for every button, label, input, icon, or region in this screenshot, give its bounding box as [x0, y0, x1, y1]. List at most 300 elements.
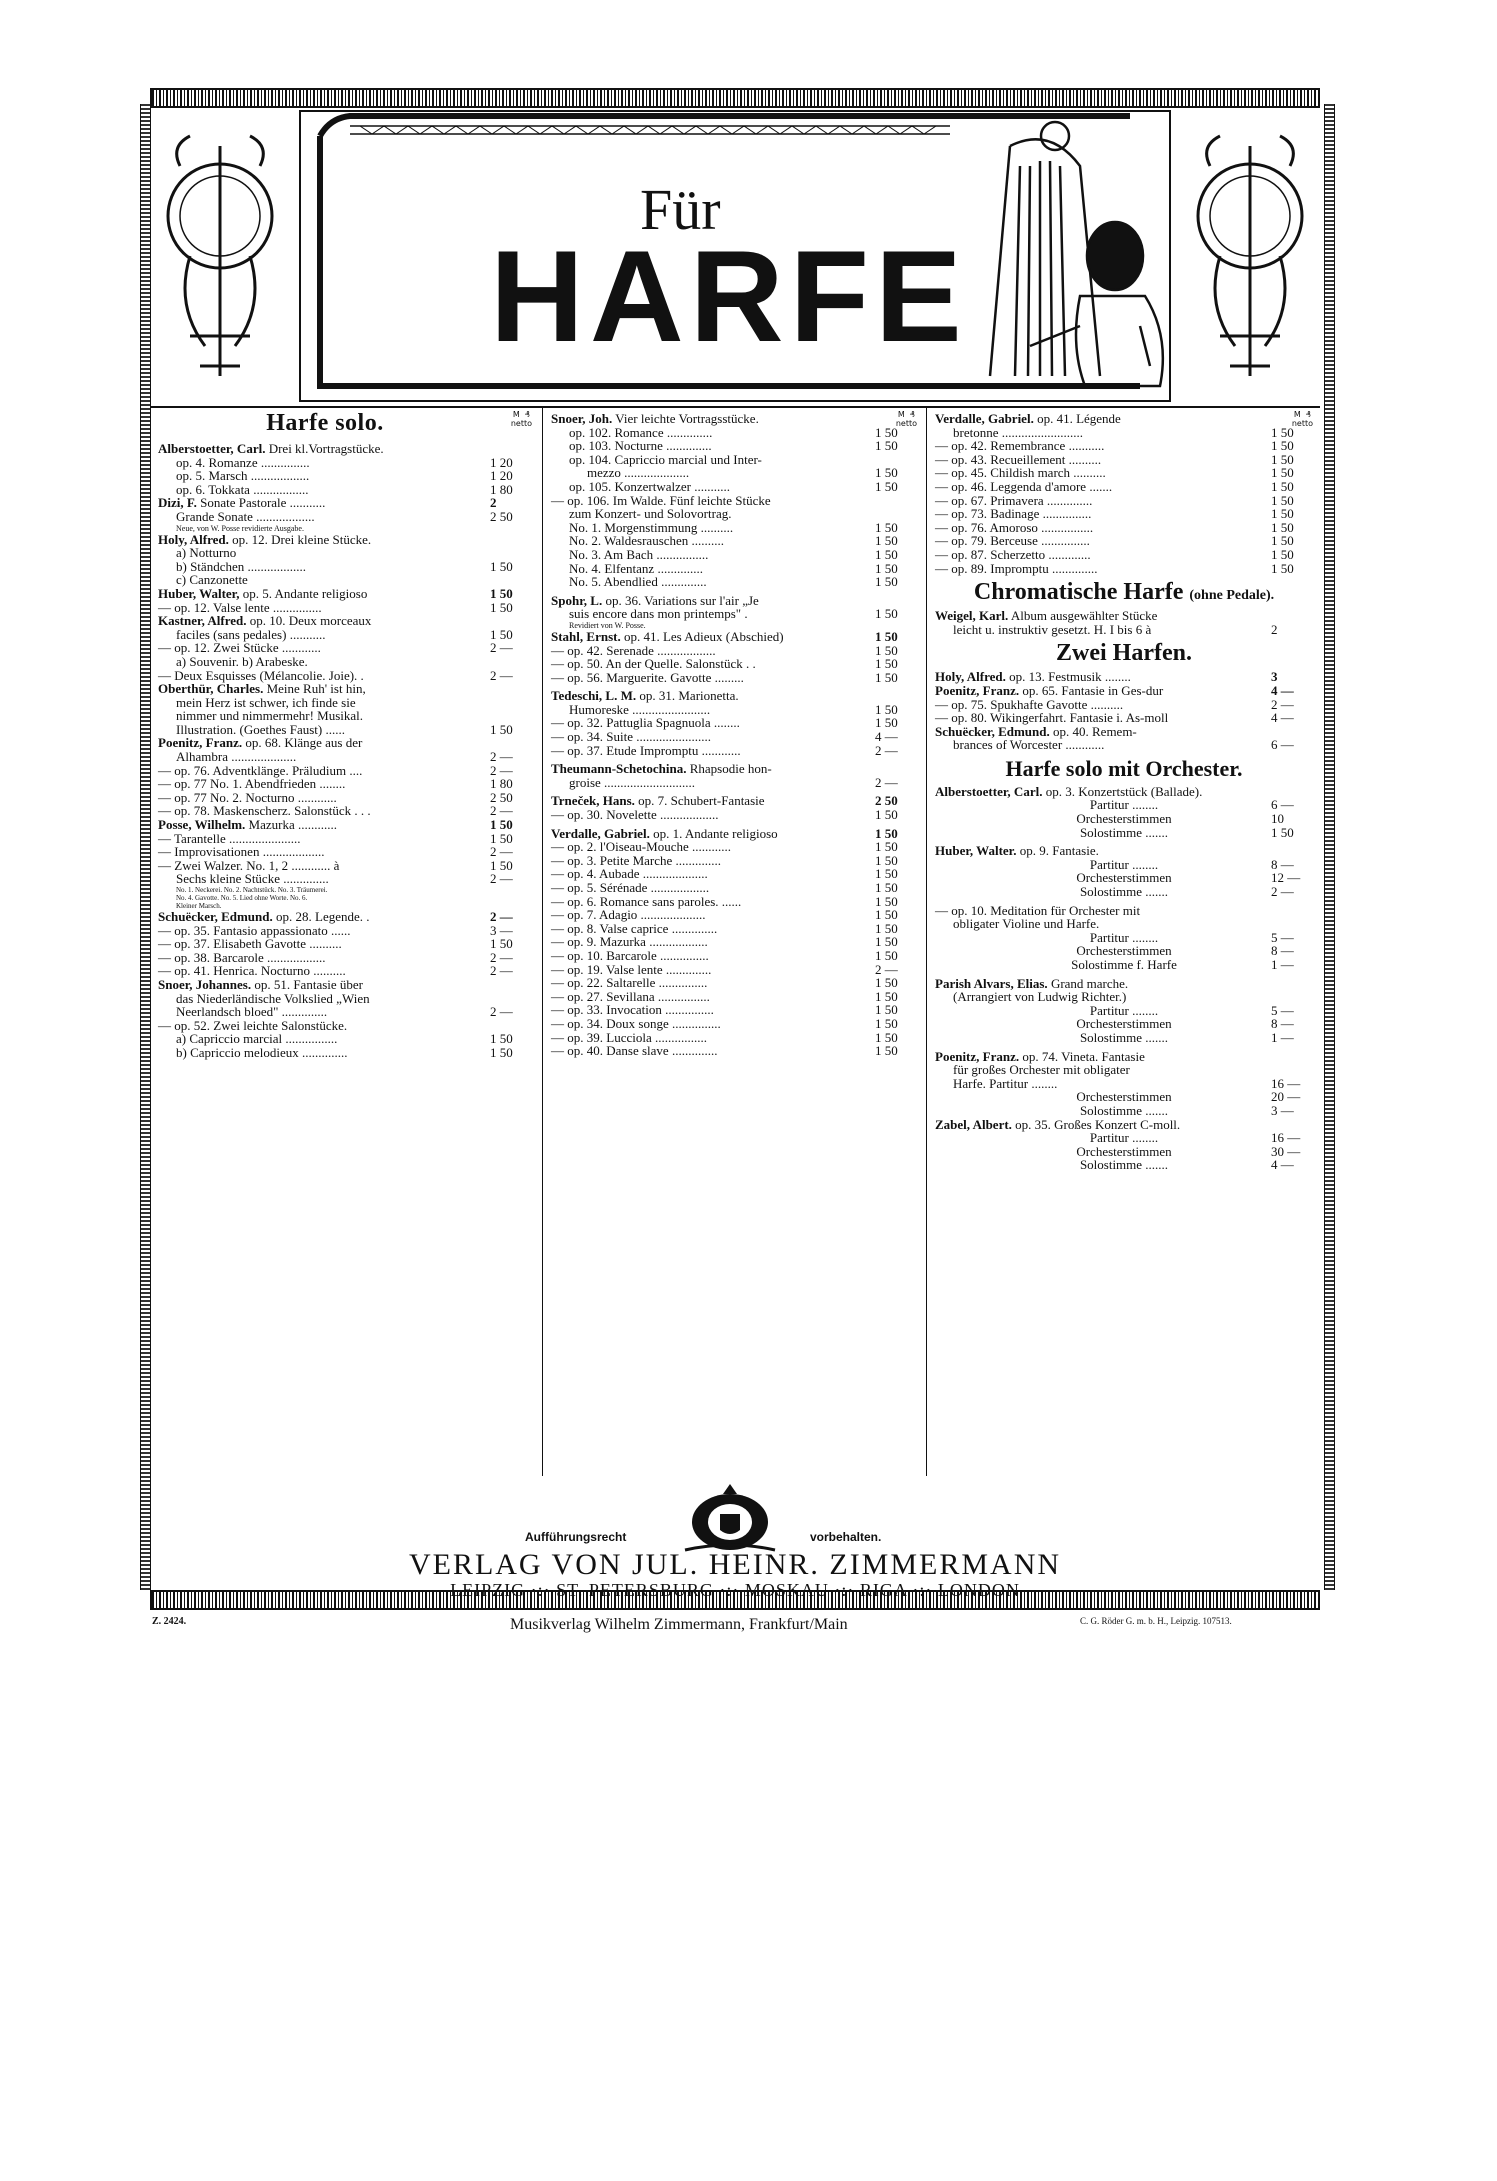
- price: 2 —: [1271, 884, 1294, 900]
- entry-text: Orchesterstimmen: [1076, 1143, 1172, 1159]
- catalog-entry: [927, 562, 1321, 576]
- entry-text: — Zwei Walzer. No. 1, 2 ............ à: [158, 857, 340, 873]
- catalog-entry: [927, 858, 1321, 872]
- entry-text: No. 1. Morgenstimmung ..........: [569, 519, 734, 535]
- entry-text: Zabel, Albert.: [935, 1116, 1012, 1132]
- title-fur: Für: [640, 177, 721, 242]
- entry-text: — op. 12. Valse lente ...............: [158, 599, 322, 615]
- entry-text: — op. 43. Recueillement ..........: [935, 451, 1102, 467]
- catalog-entry: [543, 1031, 925, 1045]
- entry-text: — op. 39. Lucciola ................: [551, 1029, 707, 1045]
- composer-entry: [927, 844, 1321, 858]
- price: 2 —: [490, 640, 513, 656]
- price: 30 —: [1271, 1143, 1301, 1159]
- price: 2 —: [875, 742, 898, 758]
- entry-text: Alberstoetter, Carl.: [935, 783, 1043, 799]
- entry-text: No. 1. Neckerei. No. 2. Nachtstück. No. 3. Träumerei.: [176, 886, 328, 894]
- catalog-entry: [543, 949, 925, 963]
- column-harfe-solo: [150, 408, 540, 1476]
- catalog-entry: [927, 1158, 1321, 1172]
- entry-text: mezzo ....................: [587, 465, 690, 481]
- price: 2 —: [875, 961, 898, 977]
- composer-entry: [543, 794, 925, 808]
- entry-text: Partitur ........: [1089, 797, 1159, 813]
- entry-description: op. 51. Fantasie über: [251, 976, 363, 992]
- entry-text: — op. 30. Novelette ..................: [551, 807, 719, 823]
- catalog-entry: [150, 1046, 540, 1060]
- entry-text: obligater Violine und Harfe.: [953, 916, 1100, 932]
- price: 8 —: [1271, 856, 1294, 872]
- catalog-entry: [927, 1090, 1321, 1104]
- entry-text: op. 5. Marsch ..................: [176, 468, 310, 484]
- catalog-entry: [543, 854, 925, 868]
- price: 1 50: [490, 857, 513, 873]
- catalog-entry: [927, 466, 1321, 480]
- catalog-entry: [543, 881, 925, 895]
- catalog-entry: [543, 990, 925, 1004]
- catalog-entry: [543, 507, 925, 521]
- composer-entry: [927, 609, 1321, 623]
- crest-emblem: [675, 1480, 785, 1554]
- price: 1 50: [1271, 465, 1294, 481]
- price: 1 50: [1271, 546, 1294, 562]
- price: 1 50: [1271, 478, 1294, 494]
- entry-text: das Niederländische Volkslied „Wien: [176, 990, 370, 1006]
- catalog-entry: [927, 990, 1321, 1004]
- price: 1 50: [875, 715, 898, 731]
- catalog-entry: [543, 426, 925, 440]
- entry-text: — op. 34. Suite .......................: [551, 729, 711, 745]
- entry-text: — op. 37. Elisabeth Gavotte ..........: [158, 936, 342, 952]
- catalog-entry: [543, 494, 925, 508]
- composer-entry: [150, 496, 540, 510]
- catalog-entry: [927, 623, 1321, 637]
- catalog-entry: [150, 951, 540, 965]
- entry-description: op. 7. Schubert-Fantasie: [634, 793, 765, 809]
- entry-text: groise ............................: [569, 774, 696, 790]
- entry-text: leicht u. instruktiv gesetzt. H. I bis 6 à: [953, 621, 1152, 637]
- entry-list: [927, 609, 1321, 636]
- price: 2 —: [490, 949, 513, 965]
- price: 1 50: [875, 1002, 898, 1018]
- entry-text: Snoer, Joh.: [551, 411, 613, 426]
- catalog-entry: [927, 698, 1321, 712]
- catalog-entry: [543, 1017, 925, 1031]
- catalog-entry: [150, 832, 540, 846]
- catalog-entry: [543, 895, 925, 909]
- entry-text: op. 103. Nocturne ..............: [569, 438, 712, 454]
- catalog-entry: [150, 1032, 540, 1046]
- entry-list: [543, 412, 925, 1058]
- entry-text: Parish Alvars, Elias.: [935, 975, 1048, 991]
- entry-text: Snoer, Johannes.: [158, 976, 252, 992]
- entry-description: op. 9. Fantasie.: [1016, 843, 1099, 859]
- price: 2 —: [490, 803, 513, 819]
- catalog-page: [150, 88, 1320, 1633]
- composer-entry: [543, 827, 925, 841]
- entry-text: Partitur ........: [1089, 1130, 1159, 1146]
- catalog-entry: [927, 958, 1321, 972]
- entry-text: — Improvisationen ...................: [158, 844, 325, 860]
- section-title-orchester: Harfe solo mit Orchester.: [1005, 755, 1243, 781]
- entry-text: Holy, Alfred.: [158, 531, 229, 547]
- price: 1 50: [1271, 438, 1294, 454]
- entry-text: — op. 77 No. 2. Nocturno ............: [158, 789, 337, 805]
- price: 8 —: [1271, 1016, 1294, 1032]
- catalog-entry: [150, 641, 540, 655]
- harpist-figure: [990, 122, 1163, 386]
- catalog-entry: [543, 703, 925, 717]
- price: 1 50: [490, 817, 513, 833]
- entry-text: — Deux Esquisses (Mélancolie. Joie). .: [158, 667, 364, 683]
- price: 1 50: [875, 656, 898, 672]
- catalog-entry: [150, 992, 540, 1006]
- composer-entry: [927, 684, 1321, 698]
- top-decorative-strip: [150, 88, 1320, 108]
- entry-text: — op. 89. Impromptu ..............: [935, 560, 1098, 576]
- entry-text: No. 4. Gavotte. No. 5. Lied ohne Worte. No. 6.: [176, 894, 308, 902]
- entry-description: op. 41. Les Adieux (Abschied): [620, 628, 784, 644]
- entry-text: — op. 45. Childish march ..........: [935, 465, 1106, 481]
- entry-text: Alberstoetter, Carl.: [158, 441, 266, 456]
- catalog-entry: [150, 655, 540, 669]
- catalog-entry: [150, 456, 540, 470]
- catalog-entry: [150, 859, 540, 873]
- entry-text: Kastner, Alfred.: [158, 613, 247, 629]
- entry-text: — op. 19. Valse lente ..............: [551, 961, 712, 977]
- catalog-entry: [543, 607, 925, 621]
- entry-text: — op. 77 No. 1. Abendfrieden ........: [158, 776, 346, 792]
- catalog-entry: [927, 521, 1321, 535]
- catalog-entry: [927, 1145, 1321, 1159]
- entry-description: op. 65. Fantasie in Ges-dur: [1019, 682, 1164, 698]
- price: 16 —: [1271, 1130, 1301, 1146]
- entry-text: No. 5. Abendlied ..............: [569, 574, 707, 590]
- price: 1 50: [875, 574, 898, 590]
- entry-text: Humoreske ........................: [569, 701, 711, 717]
- price: 2 50: [875, 793, 898, 809]
- entry-description: op. 3. Konzertstück (Ballade).: [1042, 783, 1203, 799]
- entry-text: Stahl, Ernst.: [551, 628, 621, 644]
- entry-text: b) Capriccio melodieux ..............: [176, 1044, 348, 1060]
- catalog-entry: [543, 963, 925, 977]
- catalog-entry: [927, 917, 1321, 931]
- catalog-entry: [543, 1044, 925, 1058]
- entry-text: — op. 7. Adagio ....................: [551, 907, 706, 923]
- entry-text: mein Herz ist schwer, ich finde sie: [176, 694, 356, 710]
- catalog-entry: [543, 439, 925, 453]
- catalog-entry: [927, 798, 1321, 812]
- price: 3: [1271, 669, 1278, 685]
- price: 1 50: [875, 519, 898, 535]
- left-lyre-ornament: [168, 136, 272, 376]
- section-title-text: Chromatische Harfe: [973, 579, 1184, 606]
- catalog-entry: [543, 671, 925, 685]
- price: 1 50: [875, 920, 898, 936]
- entry-description: Rhapsodie hon-: [686, 761, 772, 777]
- entry-description: op. 1. Andante religioso: [649, 825, 778, 841]
- entry-text: — op. 5. Sérénade ..................: [551, 880, 710, 895]
- catalog-entry: [543, 935, 925, 949]
- price: 2 —: [490, 871, 513, 887]
- composer-entry: [927, 977, 1321, 991]
- catalog-entry: [927, 885, 1321, 899]
- catalog-entry: [927, 931, 1321, 945]
- entry-text: — op. 12. Zwei Stücke ............: [158, 640, 321, 656]
- entry-description: op. 12. Drei kleine Stücke.: [228, 531, 372, 547]
- price: 1 50: [490, 1031, 513, 1047]
- price: 1 50: [875, 438, 898, 454]
- price: 1 50: [490, 558, 513, 574]
- price: 2 50: [490, 789, 513, 805]
- section-title-harfe-solo: Harfe solo.: [266, 410, 384, 436]
- entry-text: zum Konzert- und Solovortrag.: [569, 506, 732, 522]
- entry-text: Verdalle, Gabriel.: [551, 825, 650, 841]
- composer-entry: [927, 725, 1321, 739]
- entry-text: Orchesterstimmen: [1076, 1016, 1172, 1032]
- catalog-entry: [150, 628, 540, 642]
- entry-text: — op. 73. Badinage ...............: [935, 506, 1092, 522]
- price: 1 50: [1271, 519, 1294, 535]
- catalog-entry: [927, 507, 1321, 521]
- composer-entry: [150, 818, 540, 832]
- entry-description: Album ausgewählter Stücke: [1008, 608, 1158, 624]
- entry-text: — op. 79. Berceuse ...............: [935, 533, 1090, 549]
- catalog-entry: [927, 1077, 1321, 1091]
- entry-text: Revidiert von W. Posse.: [569, 620, 646, 630]
- entry-text: Grande Sonate ..................: [176, 508, 315, 524]
- section-title-zwei-harfen: Zwei Harfen.: [1056, 640, 1192, 667]
- entry-text: — op. 9. Mazurka ..................: [551, 934, 708, 950]
- catalog-entry: [927, 439, 1321, 453]
- entry-text: — op. 75. Spukhafte Gavotte ..........: [935, 696, 1124, 712]
- catalog-entry: [543, 867, 925, 881]
- catalog-entry: [543, 534, 925, 548]
- entry-text: op. 6. Tokkata .................: [176, 481, 309, 497]
- catalog-entry: [927, 548, 1321, 562]
- entry-text: — op. 76. Adventklänge. Präludium ....: [158, 762, 363, 778]
- price: 1 20: [490, 468, 513, 484]
- entry-text: — op. 2. l'Oiseau-Mouche ............: [551, 839, 731, 855]
- price: 1 80: [490, 776, 513, 792]
- catalog-entry: [927, 1063, 1321, 1077]
- catalog-entry: [543, 716, 925, 730]
- price: 2 50: [490, 508, 513, 524]
- price: 1 50: [875, 934, 898, 950]
- price: 1 50: [1271, 451, 1294, 467]
- price: 2 —: [875, 774, 898, 790]
- price: 4 —: [1271, 710, 1294, 726]
- entry-text: — op. 34. Doux songe ...............: [551, 1015, 721, 1031]
- price: 2 —: [490, 667, 513, 683]
- composer-entry: [927, 670, 1321, 684]
- price: 1 50: [490, 585, 513, 601]
- price: 1 50: [875, 560, 898, 576]
- catalog-entry: [150, 845, 540, 859]
- entry-text: — op. 46. Leggenda d'amore .......: [935, 478, 1113, 494]
- composer-entry: [927, 1118, 1321, 1132]
- price: 1 50: [875, 852, 898, 868]
- catalog-entry: [150, 560, 540, 574]
- catalog-entry: [150, 669, 540, 683]
- price: 2: [490, 495, 497, 511]
- entry-text: a) Capriccio marcial ................: [176, 1031, 338, 1047]
- entry-text: Orchesterstimmen: [1076, 1089, 1172, 1105]
- price: 3 —: [1271, 1102, 1294, 1118]
- entry-text: Solostimme .......: [1079, 884, 1169, 900]
- entry-text: op. 4. Romanze ...............: [176, 454, 310, 470]
- catalog-entry: [150, 1019, 540, 1033]
- catalog-entry: [927, 944, 1321, 958]
- price: 1 50: [875, 825, 898, 841]
- entry-text: Partitur ........: [1089, 856, 1159, 872]
- column-header: [150, 408, 540, 442]
- entry-text: — op. 8. Valse caprice ..............: [551, 920, 718, 936]
- catalog-entry: [543, 521, 925, 535]
- entry-text: — op. 4. Aubade ....................: [551, 866, 708, 882]
- catalog-entry: [543, 575, 925, 589]
- price: 1 50: [875, 988, 898, 1004]
- price: 5 —: [1271, 1002, 1294, 1018]
- price: 1 50: [490, 721, 513, 737]
- price: 2 —: [490, 749, 513, 765]
- entry-text: Partitur ........: [1089, 929, 1159, 945]
- entry-description: op. 40. Remem-: [1049, 723, 1137, 739]
- price: 1 50: [490, 599, 513, 615]
- price: 1 50: [490, 936, 513, 952]
- title-harfe: HARFE: [490, 223, 968, 369]
- catalog-entry: [543, 776, 925, 790]
- entry-text: suis encore dans mon printemps" .: [569, 606, 748, 622]
- entry-description: op. 28. Legende. .: [272, 909, 370, 924]
- price: 1 50: [875, 465, 898, 481]
- price: 10: [1271, 811, 1284, 827]
- catalog-entry: [150, 924, 540, 938]
- entry-text: — op. 37. Etude Impromptu ............: [551, 742, 741, 758]
- price: 5 —: [1271, 929, 1294, 945]
- price: 1 50: [875, 701, 898, 717]
- entry-description: Meine Ruh' ist hin,: [263, 681, 366, 697]
- entry-text: Dizi, F.: [158, 495, 197, 511]
- entry-text: Posse, Wilhelm.: [158, 817, 246, 833]
- entry-text: faciles (sans pedales) ...........: [176, 626, 326, 642]
- entry-text: No. 2. Waldesrauschen ..........: [569, 533, 725, 549]
- entry-text: — op. 33. Invocation ...............: [551, 1002, 714, 1018]
- entry-description: Drei kl.Vortragstücke.: [265, 441, 384, 456]
- catalog-entry: [150, 510, 540, 524]
- entry-text: — op. 6. Romance sans paroles. ......: [551, 893, 742, 909]
- composer-entry: [543, 762, 925, 776]
- entry-text: Neerlandsch bloed" ..............: [176, 1004, 328, 1020]
- catalog-entry: [150, 469, 540, 483]
- catalog-entry: [927, 1004, 1321, 1018]
- catalog-entry: [927, 453, 1321, 467]
- entry-text: Poenitz, Franz.: [935, 682, 1020, 698]
- entry-text: — op. 80. Wikingerfahrt. Fantasie i. As-moll: [935, 710, 1169, 726]
- catalog-entry: [927, 826, 1321, 840]
- entry-text: — Tarantelle ......................: [158, 830, 301, 846]
- entry-text: — op. 10. Barcarole ...............: [551, 947, 709, 963]
- entry-text: — op. 32. Pattuglia Spagnuola ........: [551, 715, 740, 731]
- catalog-entry: [543, 1003, 925, 1017]
- composer-entry: [927, 412, 1321, 426]
- publisher-footer: [150, 1480, 1320, 1588]
- catalog-entry: [927, 871, 1321, 885]
- entry-description: Mazurka ............: [245, 817, 337, 833]
- price: 1 50: [875, 533, 898, 549]
- price-unit-label: M ₰ netto: [510, 410, 532, 428]
- entry-text: — op. 56. Marguerite. Gavotte .........: [551, 669, 744, 685]
- catalog-entry: [150, 964, 540, 978]
- catalog-entry: [543, 562, 925, 576]
- catalog-entry: [150, 1005, 540, 1019]
- catalog-entry: [150, 601, 540, 615]
- entry-text: Solostimme .......: [1079, 824, 1169, 840]
- price: 1 50: [875, 424, 898, 440]
- title-illustration: [150, 106, 1320, 408]
- catalog-entry: [150, 546, 540, 560]
- entry-text: Trneček, Hans.: [551, 793, 635, 809]
- entry-text: Harfe. Partitur ........: [953, 1075, 1058, 1091]
- price: 1 50: [490, 830, 513, 846]
- price: 1 50: [490, 626, 513, 642]
- composer-entry: [150, 442, 540, 456]
- section-subtitle: (ohne Pedale).: [1189, 588, 1275, 604]
- entry-text: — op. 41. Henrica. Nocturno ..........: [158, 963, 346, 979]
- catalog-entry: [543, 840, 925, 854]
- catalog-entry: [543, 657, 925, 671]
- publisher-name: VERLAG VON JUL. HEINR. ZIMMERMANN: [408, 1548, 1062, 1581]
- entry-text: a) Notturno: [176, 545, 237, 561]
- entry-text: a) Souvenir. b) Arabeske.: [176, 653, 308, 669]
- section-title-chromatische-harfe: [927, 579, 1321, 606]
- catalog-entry: [927, 534, 1321, 548]
- price: 4 —: [875, 729, 898, 745]
- price: 1 50: [490, 1044, 513, 1060]
- entry-description: op. 68. Klänge aus der: [242, 735, 363, 751]
- entry-text: Neue, von W. Posse revidierte Ausgabe.: [176, 523, 304, 533]
- entry-text: Schuëcker, Edmund.: [935, 723, 1050, 739]
- catalog-entry: [150, 791, 540, 805]
- composer-entry: [927, 785, 1321, 799]
- entry-description: op. 5. Andante religioso: [239, 585, 368, 601]
- entry-text: Alhambra ....................: [176, 749, 297, 765]
- rights-left: Aufführungsrecht: [525, 1530, 627, 1544]
- catalog-entry: [150, 750, 540, 764]
- entry-text: op. 102. Romance ..............: [569, 424, 713, 440]
- entry-text: (Arrangiert von Ludwig Richter.): [953, 989, 1127, 1005]
- entry-text: b) Ständchen ..................: [176, 558, 306, 574]
- entry-description: Sonate Pastorale ...........: [196, 495, 326, 511]
- catalog-entry: [150, 483, 540, 497]
- price: 1 50: [875, 893, 898, 909]
- price: 1 50: [875, 975, 898, 991]
- catalog-entry: [150, 804, 540, 818]
- catalog-entry: [543, 908, 925, 922]
- entry-text: für großes Orchester mit obligater: [953, 1062, 1130, 1078]
- catalog-entry: [150, 696, 540, 710]
- plate-number: Z. 2424.: [152, 1616, 187, 1627]
- entry-text: nimmer und nimmermehr! Musikal.: [176, 708, 364, 724]
- publisher-stamp: Musikverlag Wilhelm Zimmermann, Frankfurt/Main: [510, 1616, 848, 1633]
- price: 1 50: [875, 947, 898, 963]
- price: 2 —: [490, 844, 513, 860]
- entry-text: — op. 35. Fantasio appassionato ......: [158, 922, 351, 938]
- entry-text: Solostimme .......: [1079, 1157, 1169, 1173]
- composer-entry: [150, 533, 540, 547]
- entry-text: bretonne .........................: [953, 424, 1083, 440]
- column-snoer-verdalle: [542, 408, 925, 1476]
